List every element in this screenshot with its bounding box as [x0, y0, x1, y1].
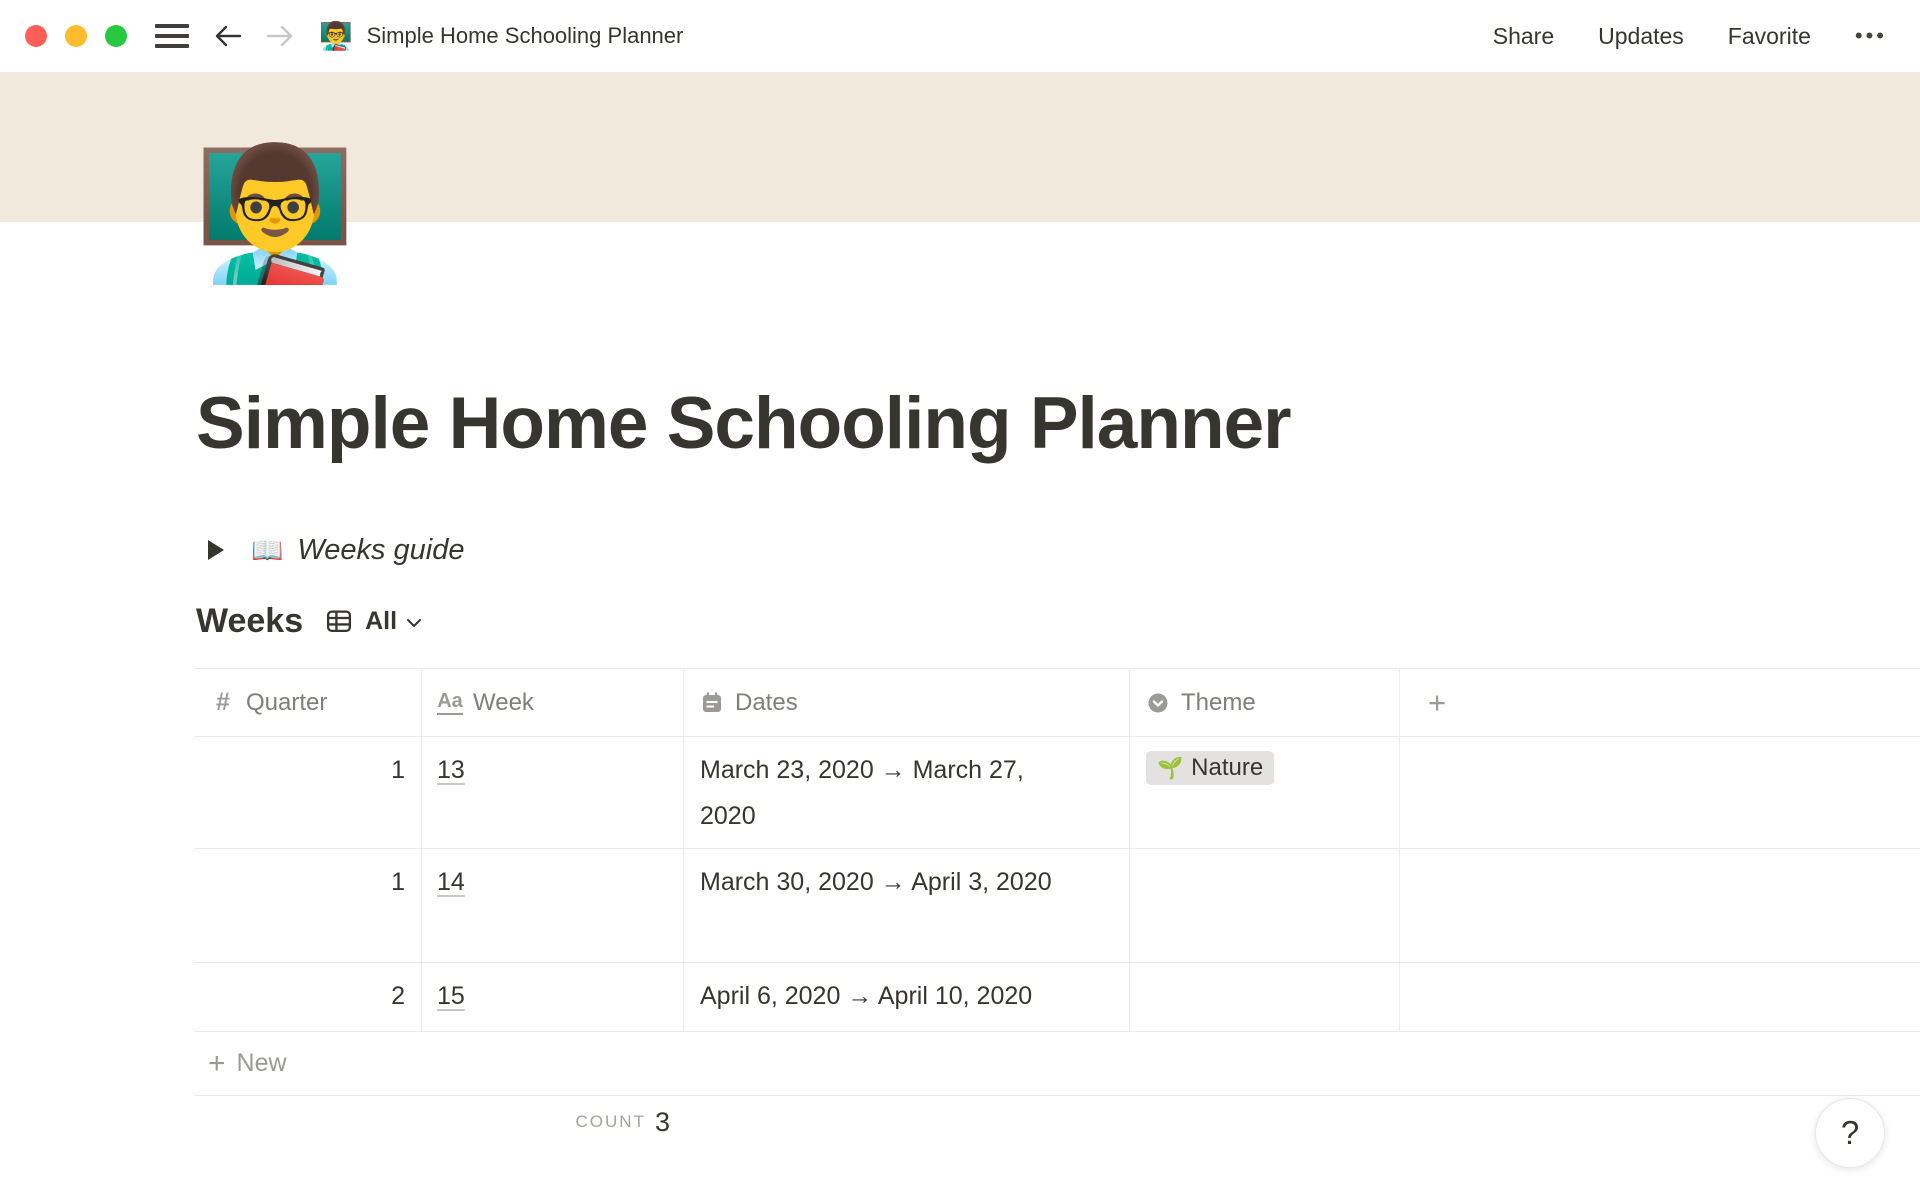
- collection-title: Weeks: [196, 601, 304, 640]
- cell-quarter[interactable]: 2: [195, 963, 422, 1031]
- help-button[interactable]: [1815, 1098, 1885, 1168]
- cell-week[interactable]: [422, 737, 684, 848]
- select-icon: [1144, 691, 1172, 715]
- cell-empty[interactable]: [1400, 737, 1920, 848]
- open-book-icon: 📖: [251, 535, 284, 565]
- window-controls: [25, 25, 127, 47]
- page-title[interactable]: Simple Home Schooling Planner: [196, 383, 1291, 464]
- cell-theme[interactable]: [1130, 849, 1400, 962]
- column-label: Dates: [735, 688, 798, 716]
- question-mark-icon: ?: [1840, 1114, 1860, 1151]
- column-label: Week: [473, 688, 534, 716]
- table-row: [195, 737, 1920, 849]
- seedling-icon: 🌱: [1157, 756, 1184, 780]
- text-icon: Aa: [436, 691, 464, 715]
- count-label: COUNT: [575, 1112, 646, 1131]
- zoom-window-button[interactable]: [105, 25, 127, 47]
- column-header-quarter[interactable]: [195, 669, 422, 736]
- cell-dates[interactable]: March 23, 2020 → March 27, 2020: [684, 737, 1130, 848]
- new-row-button[interactable]: [195, 1032, 1920, 1096]
- updates-button[interactable]: Updates: [1598, 22, 1684, 49]
- page-link[interactable]: 14: [437, 868, 465, 896]
- page-icon[interactable]: 👨‍🏫: [194, 140, 356, 286]
- minimize-window-button[interactable]: [65, 25, 87, 47]
- toggle-arrow-icon[interactable]: [208, 540, 224, 560]
- new-row-label: New: [236, 1049, 287, 1077]
- cell-theme[interactable]: [1130, 737, 1400, 848]
- page-link[interactable]: 15: [437, 982, 465, 1010]
- weeks-table: [195, 668, 1920, 1148]
- plus-icon: +: [208, 1046, 226, 1080]
- tag-label: Nature: [1191, 754, 1264, 781]
- chevron-down-icon: [406, 618, 422, 628]
- calendar-icon: [698, 691, 726, 715]
- more-options-icon[interactable]: •••: [1854, 23, 1887, 48]
- hash-icon: #: [216, 688, 230, 716]
- table-row: [195, 849, 1920, 963]
- topbar-actions: [1493, 23, 1887, 50]
- weeks-guide-toggle: [196, 531, 465, 569]
- plus-icon: +: [1428, 685, 1447, 720]
- share-button[interactable]: Share: [1492, 22, 1555, 49]
- cell-dates[interactable]: March 30, 2020 → April 3, 2020: [684, 849, 1130, 962]
- count-aggregate[interactable]: [422, 1096, 684, 1148]
- sidebar-menu-icon[interactable]: [155, 23, 191, 49]
- page-link[interactable]: 13: [437, 756, 465, 784]
- cell-quarter[interactable]: 1: [195, 849, 422, 962]
- window-titlebar: [0, 0, 1920, 72]
- close-window-button[interactable]: [25, 25, 47, 47]
- column-label: Quarter: [246, 688, 328, 716]
- back-arrow-icon: [213, 24, 243, 48]
- table-header-row: [195, 669, 1920, 737]
- aggregate-row: [195, 1096, 1920, 1148]
- toggle-label[interactable]: Weeks guide: [297, 533, 465, 566]
- table-row: [195, 963, 1920, 1032]
- column-label: Theme: [1181, 688, 1256, 716]
- collection-header: [196, 598, 422, 644]
- back-button[interactable]: [213, 24, 243, 48]
- column-header-week[interactable]: [422, 669, 684, 736]
- cell-quarter[interactable]: 1: [195, 737, 422, 848]
- cell-week[interactable]: [422, 849, 684, 962]
- count-value: 3: [654, 1106, 670, 1137]
- breadcrumb[interactable]: Simple Home Schooling Planner: [366, 23, 684, 48]
- add-column-button[interactable]: [1400, 669, 1920, 736]
- forward-arrow-icon: [265, 24, 295, 48]
- theme-tag: [1146, 751, 1274, 785]
- breadcrumb-page-icon: 👨‍🏫: [319, 20, 353, 51]
- cell-week[interactable]: [422, 963, 684, 1031]
- view-name: All: [365, 606, 398, 635]
- cell-empty[interactable]: [1400, 963, 1920, 1031]
- cell-dates[interactable]: April 6, 2020 → April 10, 2020: [684, 963, 1130, 1031]
- column-header-theme[interactable]: [1130, 669, 1400, 736]
- view-switcher-dropdown[interactable]: [325, 607, 422, 636]
- cell-theme[interactable]: [1130, 963, 1400, 1031]
- column-header-dates[interactable]: [684, 669, 1130, 736]
- forward-button[interactable]: [265, 24, 295, 48]
- cell-empty[interactable]: [1400, 849, 1920, 962]
- favorite-button[interactable]: Favorite: [1727, 22, 1811, 49]
- table-view-icon: [325, 607, 353, 635]
